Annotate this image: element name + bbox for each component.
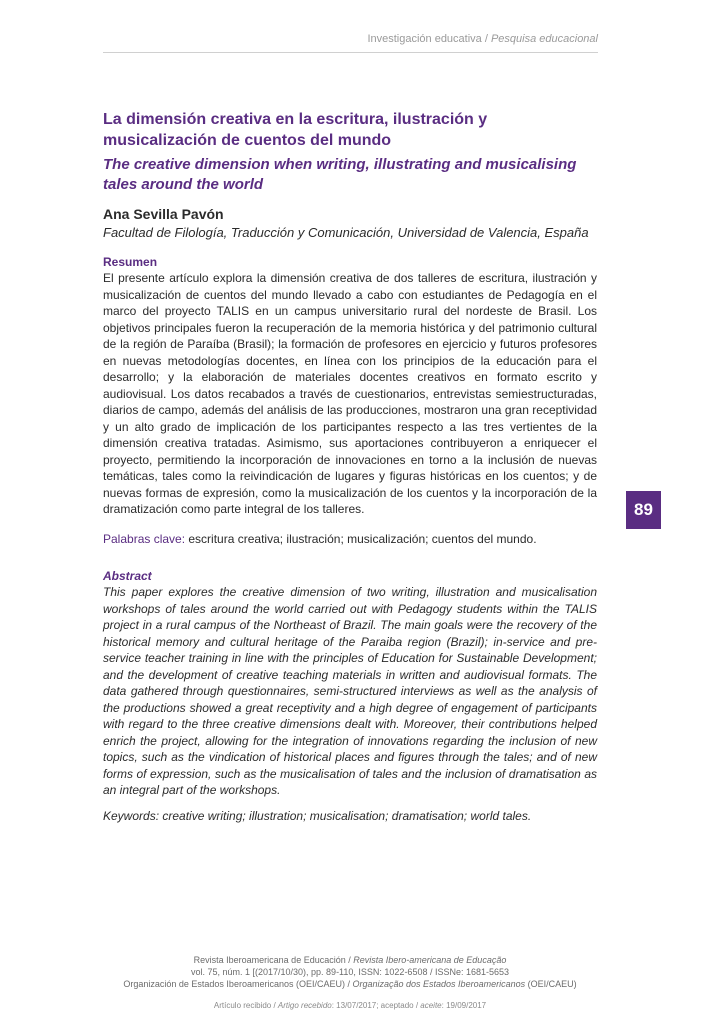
accepted-label: aceptado (380, 1001, 414, 1010)
author-name: Ana Sevilla Pavón (103, 206, 224, 222)
article-title-en: The creative dimension when writing, illustrating and musicalising tales around the world (103, 156, 577, 193)
palabras-clave (103, 531, 597, 547)
footer-journal-pt: Revista Ibero-americana de Educação (353, 955, 507, 965)
footer-journal (100, 954, 600, 966)
abstract-heading: Abstract (103, 569, 152, 583)
abstract-text: This paper explores the creative dimension of two writing, illustration and musicalisation workshops of tales around the world carried out with Pedagogy students within the TALIS project in a rural campus of the Northeast of Brazil. The main goals were the recovery of the historical memory and cultural heritage of the Paraiba region (Brazil); in-service and pre-service teacher training in line with the principles of Education for Sustainable Development; and the development of creative teaching materials in written and audiovisual formats. The data gathered through questionnaires, semi-structured interviews as well as the analysis of the productions showed a great receptivity and a high degree of engagement of participants with regard to the three creative dimensions dealt with. Moreover, their contributions helped enrich the project, allowing for the integration of innovations regarding the inclusion of new topics, such as the vindication of historical places and figures through the tales; and of new forms of expression, such as the musicalisation of tales and the inclusion of dramatisation as an integral part of the workshops. (103, 585, 597, 797)
footer-org-tail: (OEI/CAEU) (525, 979, 577, 989)
received-label: Artículo recibido (213, 1001, 272, 1010)
keywords-en: Keywords: creative writing; illustration; musicalisation; dramatisation; world tales. (103, 809, 532, 823)
footer-dates (100, 1000, 600, 1012)
accepted-date: : 19/09/2017 (441, 1001, 487, 1010)
resumen-text: El presente artículo explora la dimensión creativa de dos talleres de escritura, ilustración y musicalización de cuentos del mundo llevado a cabo con estudiantes de Pedagogía en el marco del proyecto TALIS en un campus universitario rural del nordeste de Brasil. Los objetivos principales fueron la recuperación de la memoria histórica y del patrimonio cultural de la región de Paraíba (Brasil); la formación de profesores en ejercicio y futuros profesores en nuevas metodologías docentes, en línea con los principios de la educación para el desarrollo; y la elaboración de materiales docentes creativos en formato escrito y audiovisual. Los datos recabados a través de cuestionarios, entrevistas semiestructuradas, diarios de campo, además del análisis de las producciones, mostraron una gran receptividad y un alto grado de implicación de los participantes respecto a las tres vertientes de la dimensión creativa tratadas. Asimismo, sus aportaciones contribuyeron a enriquecer el proyecto, permitiendo la incorporación de innovaciones en torno a la inclusión de nuevas temáticas, tales como la reivindicación de lugares y figuras históricas en los cuentos; y de nuevas formas de expresión, como la musicalización de los cuentos y la incorporación de la dramatización como parte integral de los talleres. (103, 271, 597, 516)
author-affiliation: Facultad de Filología, Traducción y Comunicación, Universidad de Valencia, España (103, 225, 589, 240)
article-title-es: La dimensión creativa en la escritura, ilustración y musicalización de cuentos del mundo (103, 111, 488, 149)
header-rule (103, 52, 598, 53)
palabras-clave-label: Palabras clave: (103, 532, 186, 546)
page-number-tab: 89 (626, 491, 661, 529)
footer-sep-1: / (345, 955, 354, 965)
footer-org-pt: Organização dos Estados Iberoamericanos (352, 979, 526, 989)
resumen-heading: Resumen (103, 255, 158, 269)
header-journal-pt: Pesquisa educacional (490, 33, 598, 45)
running-header (367, 33, 598, 45)
palabras-clave-text: escritura creativa; ilustración; musicalización; cuentos del mundo. (185, 532, 537, 546)
footer-org-es: Organización de Estados Iberoamericanos (OEI/CAEU) (123, 979, 345, 989)
received-label-pt: Artigo recebido (277, 1001, 332, 1010)
footer-volume: vol. 75, núm. 1 [(2017/10/30), pp. 89-110, ISSN: 1022-6508 / ISSNe: 1681-5653 (190, 967, 510, 977)
received-date: : 13/07/2017; (331, 1001, 381, 1010)
dates-sep-1: / (271, 1001, 278, 1010)
accepted-label-pt: aceite (420, 1001, 442, 1010)
footer-org (100, 978, 600, 990)
header-journal-es: Investigación educativa (367, 33, 482, 45)
footer-sep-2: / (344, 979, 353, 989)
dates-sep-2: / (413, 1001, 421, 1010)
header-separator: / (481, 33, 491, 45)
footer-journal-es: Revista Iberoamericana de Educación (193, 955, 346, 965)
